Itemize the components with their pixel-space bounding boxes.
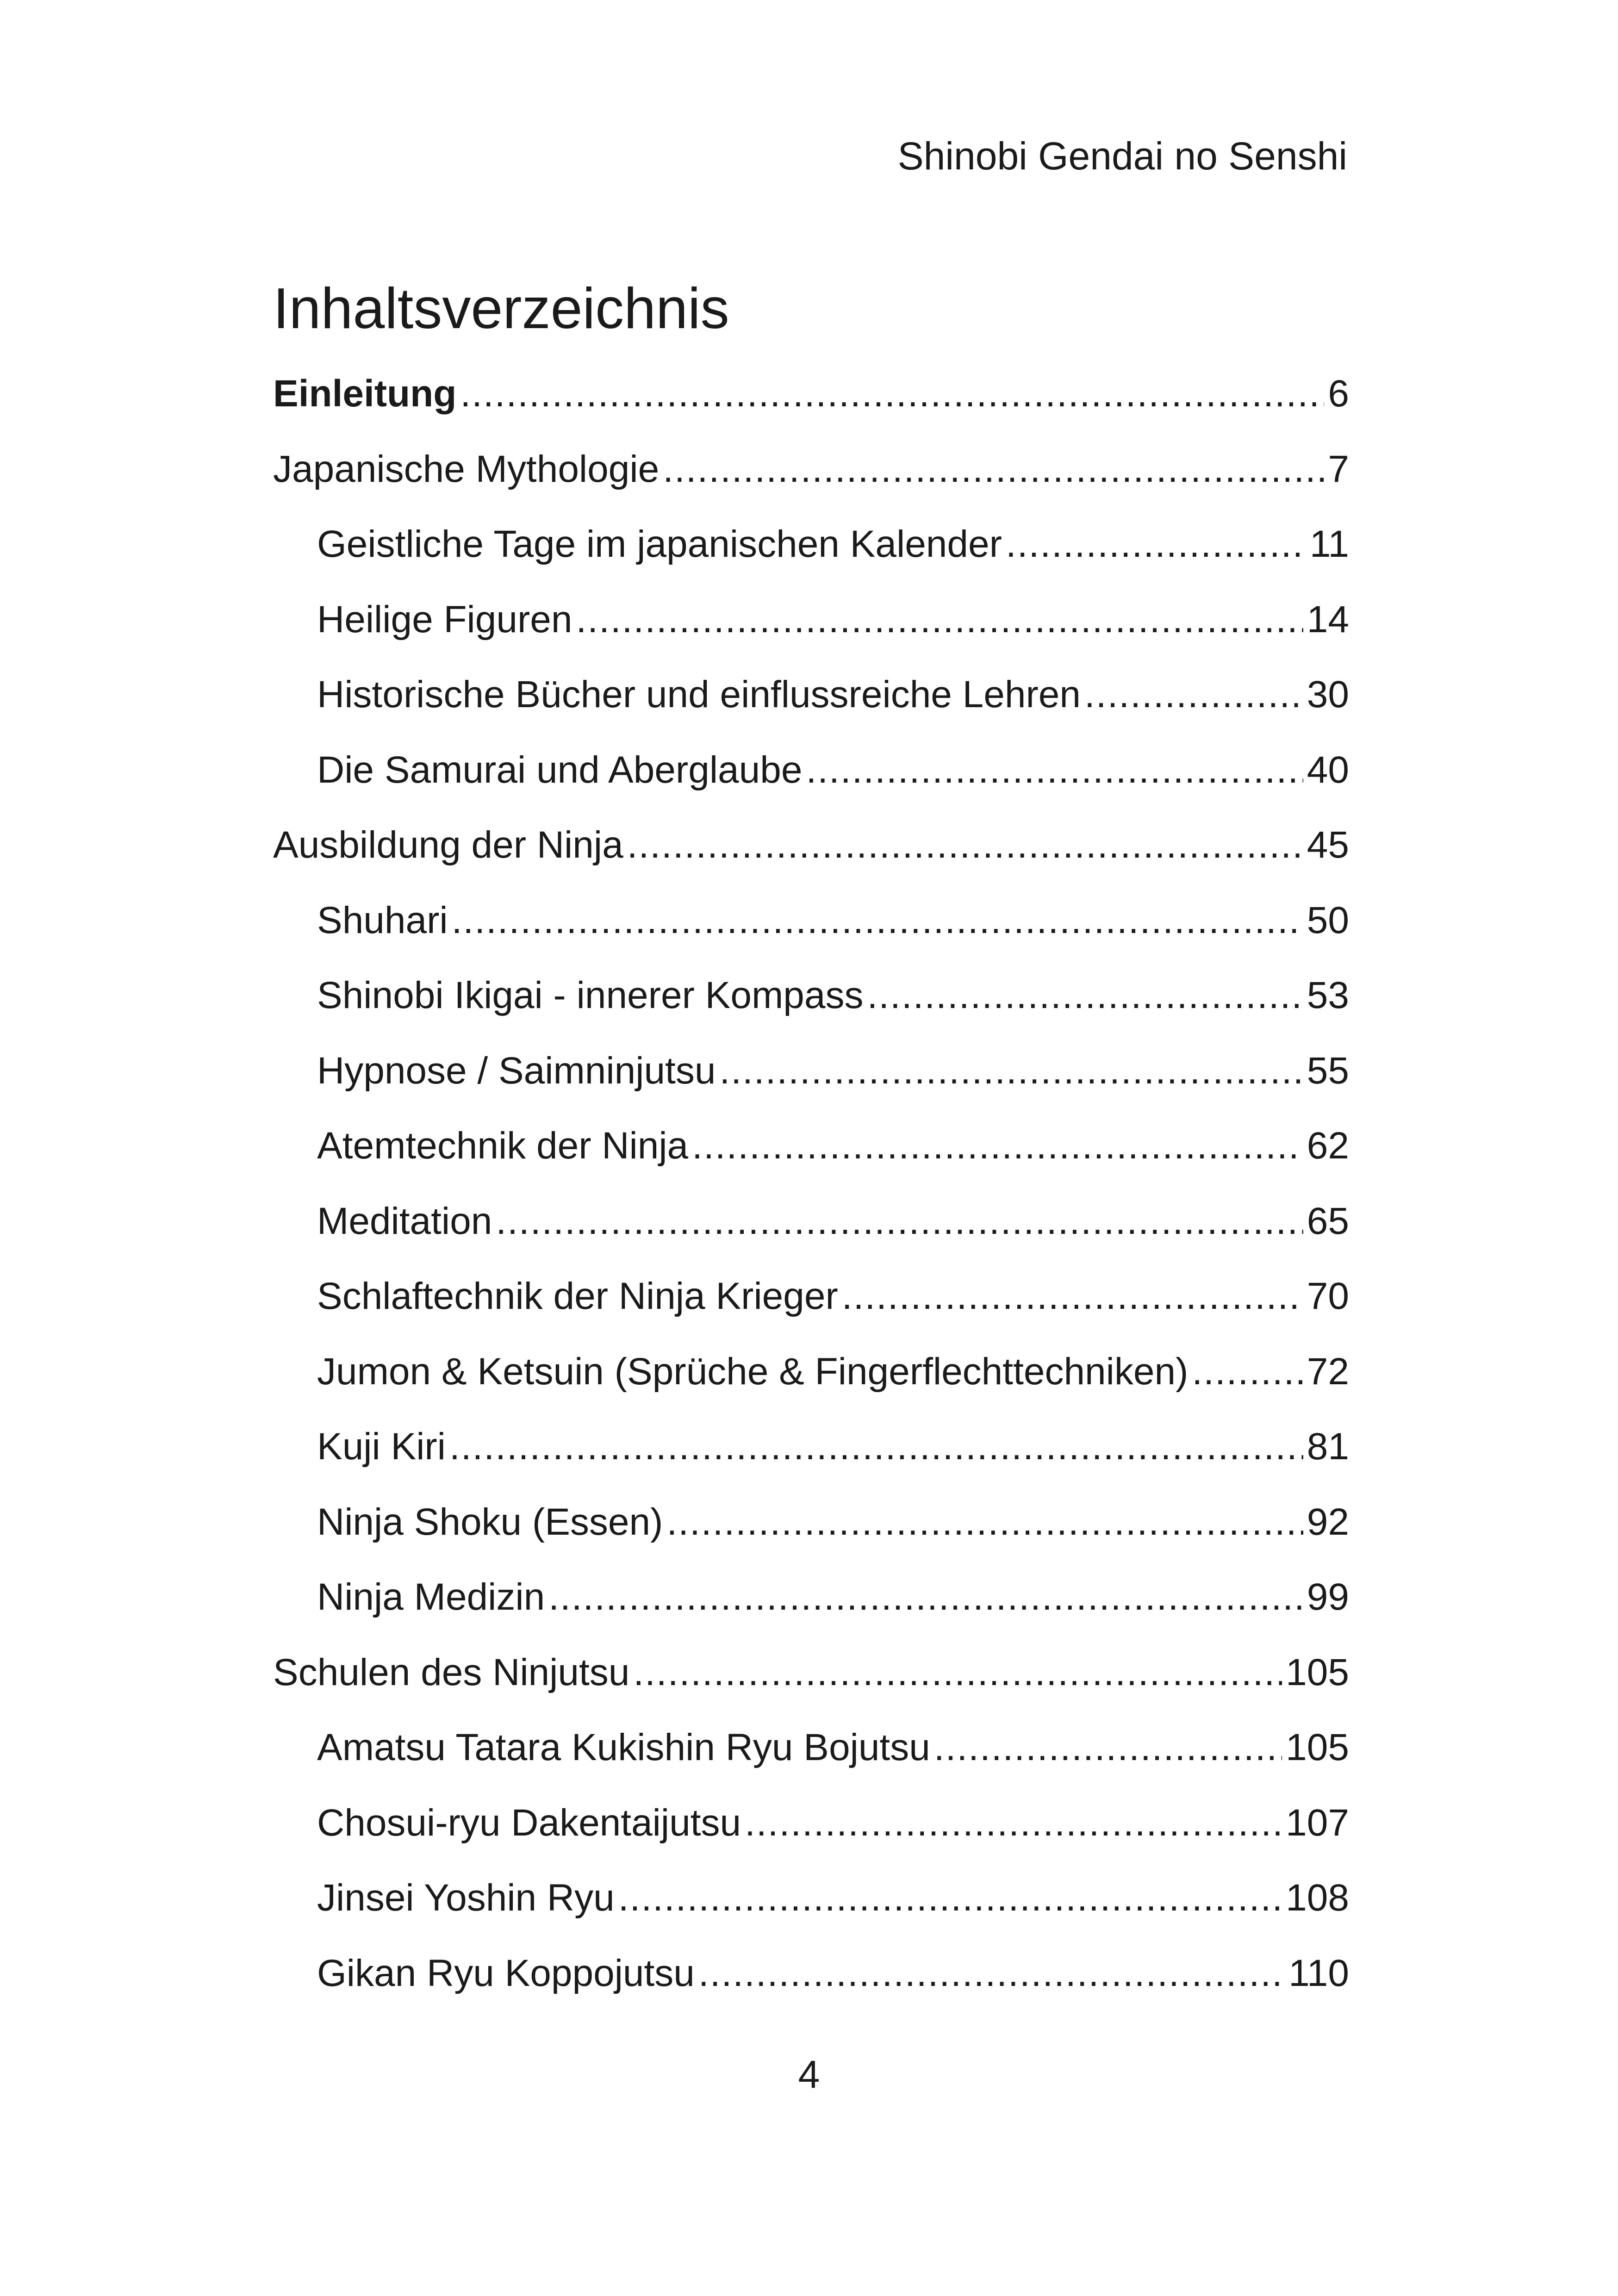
toc-entry[interactable] (273, 507, 1349, 582)
toc-entry-label: Historische Bücher und einflussreiche Lehren (317, 673, 1081, 716)
toc-entry-page: 105 (1286, 1726, 1349, 1769)
toc-entry[interactable] (273, 1259, 1349, 1334)
toc-entry[interactable] (273, 733, 1349, 808)
toc-dot-leader (627, 826, 1303, 864)
toc-dot-leader (449, 1428, 1303, 1466)
toc-entry[interactable] (273, 1635, 1349, 1711)
page-title: Inhaltsverzeichnis (273, 277, 729, 341)
toc-entry-label: Gikan Ryu Koppojutsu (317, 1952, 695, 1994)
toc-entry-page: 72 (1307, 1350, 1349, 1393)
toc-dot-leader (496, 1202, 1303, 1240)
toc-entry-label: Hypnose / Saimninjutsu (317, 1049, 716, 1092)
toc-entry[interactable] (273, 1710, 1349, 1786)
running-header: Shinobi Gendai no Senshi (897, 134, 1347, 178)
toc-entry-label: Schulen des Ninjutsu (273, 1651, 630, 1693)
toc-dot-leader (1006, 525, 1306, 563)
toc-entry[interactable] (273, 1409, 1349, 1485)
toc-entry[interactable] (273, 808, 1349, 883)
toc-entry-page: 108 (1286, 1877, 1349, 1919)
toc-entry-page: 53 (1307, 974, 1349, 1017)
toc-entry-label: Ninja Shoku (Essen) (317, 1500, 663, 1543)
toc-entry-label: Jumon & Ketsuin (Sprüche & Fingerflechttechniken) (317, 1350, 1189, 1393)
toc-entry-page: 92 (1307, 1500, 1349, 1543)
toc-entry-page: 105 (1286, 1651, 1349, 1693)
toc-entry-page: 99 (1307, 1576, 1349, 1618)
toc-entry-page: 107 (1286, 1801, 1349, 1844)
toc-entry-label: Shinobi Ikigai - innerer Kompass (317, 974, 864, 1017)
toc-entry-page: 81 (1307, 1425, 1349, 1468)
toc-entry[interactable] (273, 1560, 1349, 1635)
toc-entry[interactable] (273, 1334, 1349, 1410)
toc-dot-leader (460, 375, 1324, 413)
toc-entry-label: Meditation (317, 1200, 492, 1242)
toc-dot-leader (719, 1052, 1303, 1090)
toc-entry-page: 6 (1328, 373, 1349, 415)
toc-entry[interactable] (273, 657, 1349, 733)
toc-entry-page: 14 (1307, 598, 1349, 641)
toc-entry-label: Die Samurai und Aberglaube (317, 748, 803, 791)
toc-entry-label: Chosui-ryu Dakentaijutsu (317, 1801, 741, 1844)
toc-entry[interactable] (273, 958, 1349, 1033)
toc-entry-label: Ausbildung der Ninja (273, 824, 623, 866)
toc-entry[interactable] (273, 1786, 1349, 1861)
toc-entry-page: 65 (1307, 1200, 1349, 1242)
toc-entry-label: Atemtechnik der Ninja (317, 1125, 689, 1167)
table-of-contents (273, 356, 1349, 2011)
toc-entry-label: Ninja Medizin (317, 1576, 545, 1618)
toc-dot-leader (698, 1954, 1285, 1992)
toc-entry-page: 30 (1307, 673, 1349, 716)
toc-entry-label: Kuji Kiri (317, 1425, 446, 1468)
toc-entry-label: Schlaftechnik der Ninja Krieger (317, 1275, 838, 1318)
toc-entry-page: 55 (1307, 1049, 1349, 1092)
toc-entry-page: 45 (1307, 824, 1349, 866)
toc-entry[interactable] (273, 356, 1349, 432)
toc-entry-page: 50 (1307, 899, 1349, 941)
toc-dot-leader (745, 1804, 1282, 1842)
toc-dot-leader (576, 601, 1303, 639)
page-number: 4 (798, 2053, 820, 2096)
toc-entry[interactable] (273, 432, 1349, 507)
toc-entry-label: Geistliche Tage im japanischen Kalender (317, 523, 1002, 566)
toc-entry-label: Shuhari (317, 899, 448, 941)
toc-entry-label: Japanische Mythologie (273, 448, 660, 490)
toc-dot-leader (867, 977, 1303, 1014)
toc-dot-leader (618, 1879, 1282, 1917)
toc-dot-leader (842, 1277, 1303, 1315)
toc-entry[interactable] (273, 582, 1349, 658)
toc-dot-leader (666, 1503, 1303, 1541)
toc-entry-label: Jinsei Yoshin Ryu (317, 1877, 615, 1919)
toc-entry-page: 11 (1309, 523, 1349, 566)
toc-entry[interactable] (273, 883, 1349, 958)
toc-entry[interactable] (273, 1033, 1349, 1109)
toc-entry[interactable] (273, 1485, 1349, 1560)
toc-entry-page: 40 (1307, 748, 1349, 791)
toc-entry-page: 7 (1328, 448, 1349, 490)
toc-entry-page: 62 (1307, 1125, 1349, 1167)
toc-dot-leader (806, 751, 1303, 789)
toc-dot-leader (633, 1654, 1282, 1692)
toc-entry-label: Amatsu Tatara Kukishin Ryu Bojutsu (317, 1726, 930, 1769)
toc-entry[interactable] (273, 1936, 1349, 2011)
toc-dot-leader (692, 1127, 1303, 1165)
toc-dot-leader (663, 450, 1324, 488)
toc-entry[interactable] (273, 1860, 1349, 1936)
toc-entry-page: 110 (1288, 1952, 1349, 1994)
toc-dot-leader (452, 902, 1303, 940)
toc-entry-label: Heilige Figuren (317, 598, 573, 641)
toc-dot-leader (934, 1729, 1282, 1767)
toc-entry-label: Einleitung (273, 373, 457, 415)
toc-entry-page: 70 (1307, 1275, 1349, 1318)
toc-dot-leader (548, 1578, 1303, 1616)
toc-dot-leader (1084, 676, 1303, 714)
toc-dot-leader (1192, 1353, 1303, 1391)
toc-entry[interactable] (273, 1184, 1349, 1259)
toc-entry[interactable] (273, 1108, 1349, 1184)
